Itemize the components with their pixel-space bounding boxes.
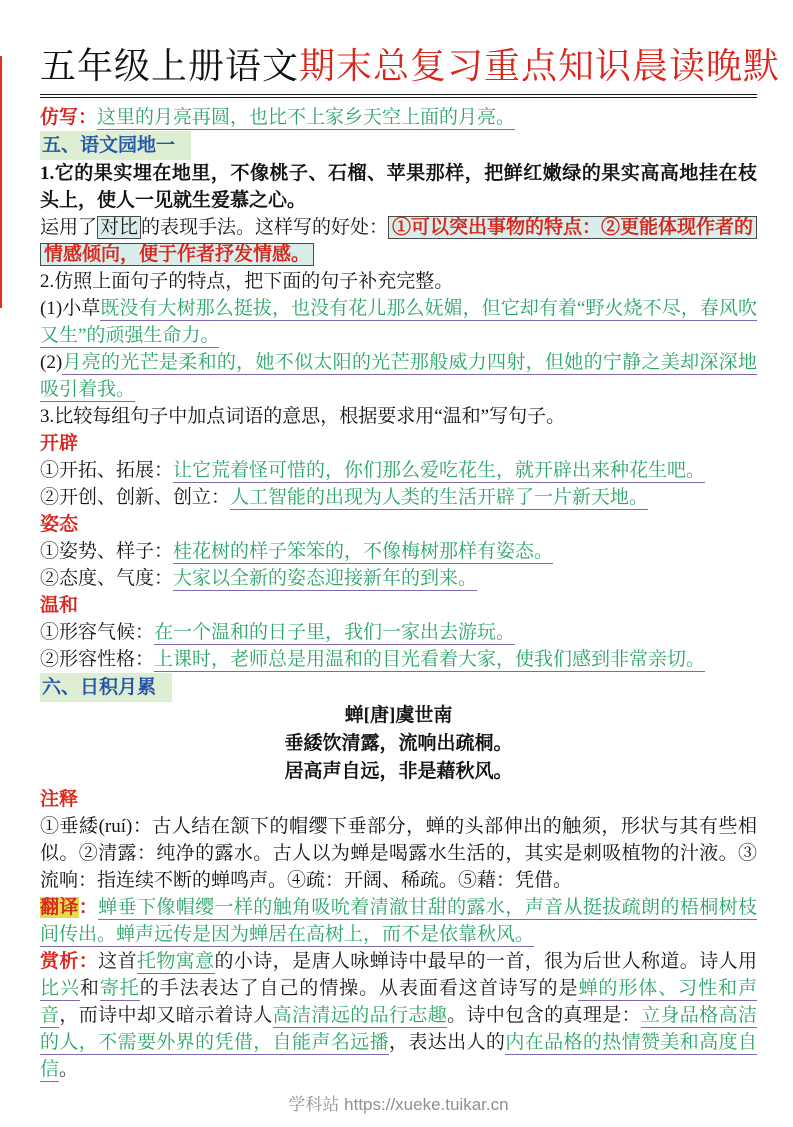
word-header-wenhe: 温和: [40, 595, 79, 616]
text-segment: 的手法表达了自己的情操。从表面看这首诗写的是: [139, 978, 579, 999]
title-topic-part: 期末总复习重点知识晨读晚默: [299, 46, 781, 86]
text-segment: 运用了: [40, 217, 98, 238]
fangxie-line: [40, 104, 757, 131]
text-segment: 立身品格高洁的人，不需要外界的凭借，自能声名远播: [40, 1005, 757, 1053]
text-segment: 比兴: [40, 978, 80, 999]
notes-header: 注释: [40, 789, 79, 810]
kaipi-example-2: [40, 484, 757, 511]
question-1: 1.它的果实埋在地里，不像桃子、石榴、苹果那样，把鲜红嫩绿的果实高高地挂在枝头上，使人一见就生爱慕之心。: [40, 163, 757, 211]
text-segment: 大家以全新的姿态迎接新年的到来。: [173, 568, 478, 589]
sentence-1: [40, 295, 757, 349]
text-segment: 的表现手法。这样写的好处：: [141, 217, 389, 238]
question-2: 2.仿照上面句子的特点，把下面的句子补充完整。: [40, 271, 454, 292]
text-segment: 仿写：: [40, 107, 98, 128]
text-segment: 既没有大树那么挺拔，也没有花儿那么妩媚，但它却有着“野火烧不尽，春风吹又生”的顽强生命力。: [40, 298, 758, 346]
text-segment: 月亮的光芒是柔和的，她不似太阳的光芒那般威力四射，但她的宁静之美却深深地吸引着我。: [40, 352, 757, 400]
zitai-example-1: [40, 538, 757, 565]
word-header-zitai: 姿态: [40, 514, 79, 535]
text-segment: ①可以突出事物的特点：②更能体现作者的情感倾向，便于作者抒发情感。: [40, 216, 757, 266]
text-segment: 和: [79, 978, 100, 999]
text-segment: 让它荒着怪可惜的，你们那么爱吃花生，就开辟出来种花生吧。: [173, 460, 706, 481]
text-segment: 高洁清远的品行志趣: [272, 1005, 448, 1026]
section-header-yuwenyuandi: 五、语文园地一: [40, 131, 191, 160]
sentence-2: [40, 349, 757, 403]
text-segment: 。诗中包含的真理是：: [447, 1005, 642, 1026]
text-segment: 这首: [98, 951, 137, 972]
page-title: [40, 44, 781, 98]
text-segment: 寄托: [99, 978, 140, 999]
text-segment: 在一个温和的日子里，我们一家出去游玩。: [154, 622, 516, 643]
text-segment: ②形容性格：: [40, 649, 155, 670]
text-segment: 上课时，老师总是用温和的目光看着大家，使我们感到非常亲切。: [154, 649, 706, 670]
text-segment: 蝉的形体、习性和声音: [40, 978, 757, 1026]
text-segment: 蝉垂下像帽缨一样的触角吸吮着清澈甘甜的露水，声音从挺拔疏朗的梧桐树枝间传出。蝉声远传是因为蝉居在高树上，而不是依靠秋风。: [40, 897, 757, 945]
text-segment: ①形容气候：: [40, 622, 155, 643]
wenhe-example-1: [40, 619, 757, 646]
text-segment: (2): [40, 352, 63, 373]
text-segment: 这里的月亮再圆，也比不上家乡天空上面的月亮。: [97, 107, 516, 128]
text-segment: ，而诗中却又暗示着诗人: [59, 1005, 273, 1026]
text-segment: 赏析：: [40, 951, 99, 972]
text-segment: 的小诗，是唐人咏蝉诗中最早的一首，很为后世人称道。诗人用: [214, 951, 757, 972]
notes-text: ①垂緌(ruí)：古人结在颔下的帽缨下垂部分，蝉的头部伸出的触须，形状与其有些相似。②清露：纯净的露水。古人以为蝉是喝露水生活的，其实是刺吸植物的汁液。③流响：指连续不断的蝉鸣声。④疏：开阔、稀疏。⑤藉：凭借。: [40, 816, 757, 891]
watermark-site-url: 学科站 https://xueke.tuikar.cn: [288, 1095, 509, 1114]
text-segment: ②开创、创新、创立：: [40, 487, 231, 508]
poem-title: 蝉[唐]虞世南: [344, 705, 453, 726]
kaipi-example-1: [40, 457, 757, 484]
poem-block: [40, 702, 757, 786]
wenhe-example-2: [40, 646, 757, 673]
text-segment: 。: [59, 1059, 79, 1080]
text-segment: ：: [78, 897, 99, 918]
text-segment: ，表达出人的: [388, 1032, 506, 1053]
text-segment: ①姿势、样子：: [40, 541, 174, 562]
text-segment: (1)小草: [40, 298, 101, 319]
text-segment: 人工智能的出现为人类的生活开辟了一片新天地。: [230, 487, 649, 508]
left-margin-line: [0, 56, 2, 308]
word-header-kaipi: 开辟: [40, 433, 79, 454]
zitai-example-2: [40, 565, 757, 592]
text-segment: 桂花树的样子笨笨的，不像梅树那样有姿态。: [173, 541, 554, 562]
text-segment: ①开拓、拓展：: [40, 460, 174, 481]
poem-line-1: 垂緌饮清露，流响出疏桐。: [284, 733, 513, 754]
section-header-rijiyuelei: 六、日积月累: [40, 673, 172, 702]
question-3: 3.比较每组句子中加点词语的意思，根据要求用“温和”写句子。: [40, 406, 566, 427]
poem-line-2: 居高声自远，非是藉秋风。: [284, 761, 513, 782]
translation-line: [40, 894, 757, 948]
title-grade-part: 五年级上册语文: [40, 46, 300, 86]
text-segment: ②态度、气度：: [40, 568, 174, 589]
section-6-row: [40, 673, 757, 702]
text-segment: 对比: [97, 216, 141, 239]
usage-answer-line: [40, 214, 757, 268]
section-5-row: [40, 131, 757, 160]
text-segment: 内在品格的热情赞美和高度自信: [40, 1032, 757, 1080]
text-segment: 翻译: [40, 897, 79, 918]
analysis-line: [40, 948, 757, 1083]
text-segment: 托物寓意: [136, 951, 215, 972]
